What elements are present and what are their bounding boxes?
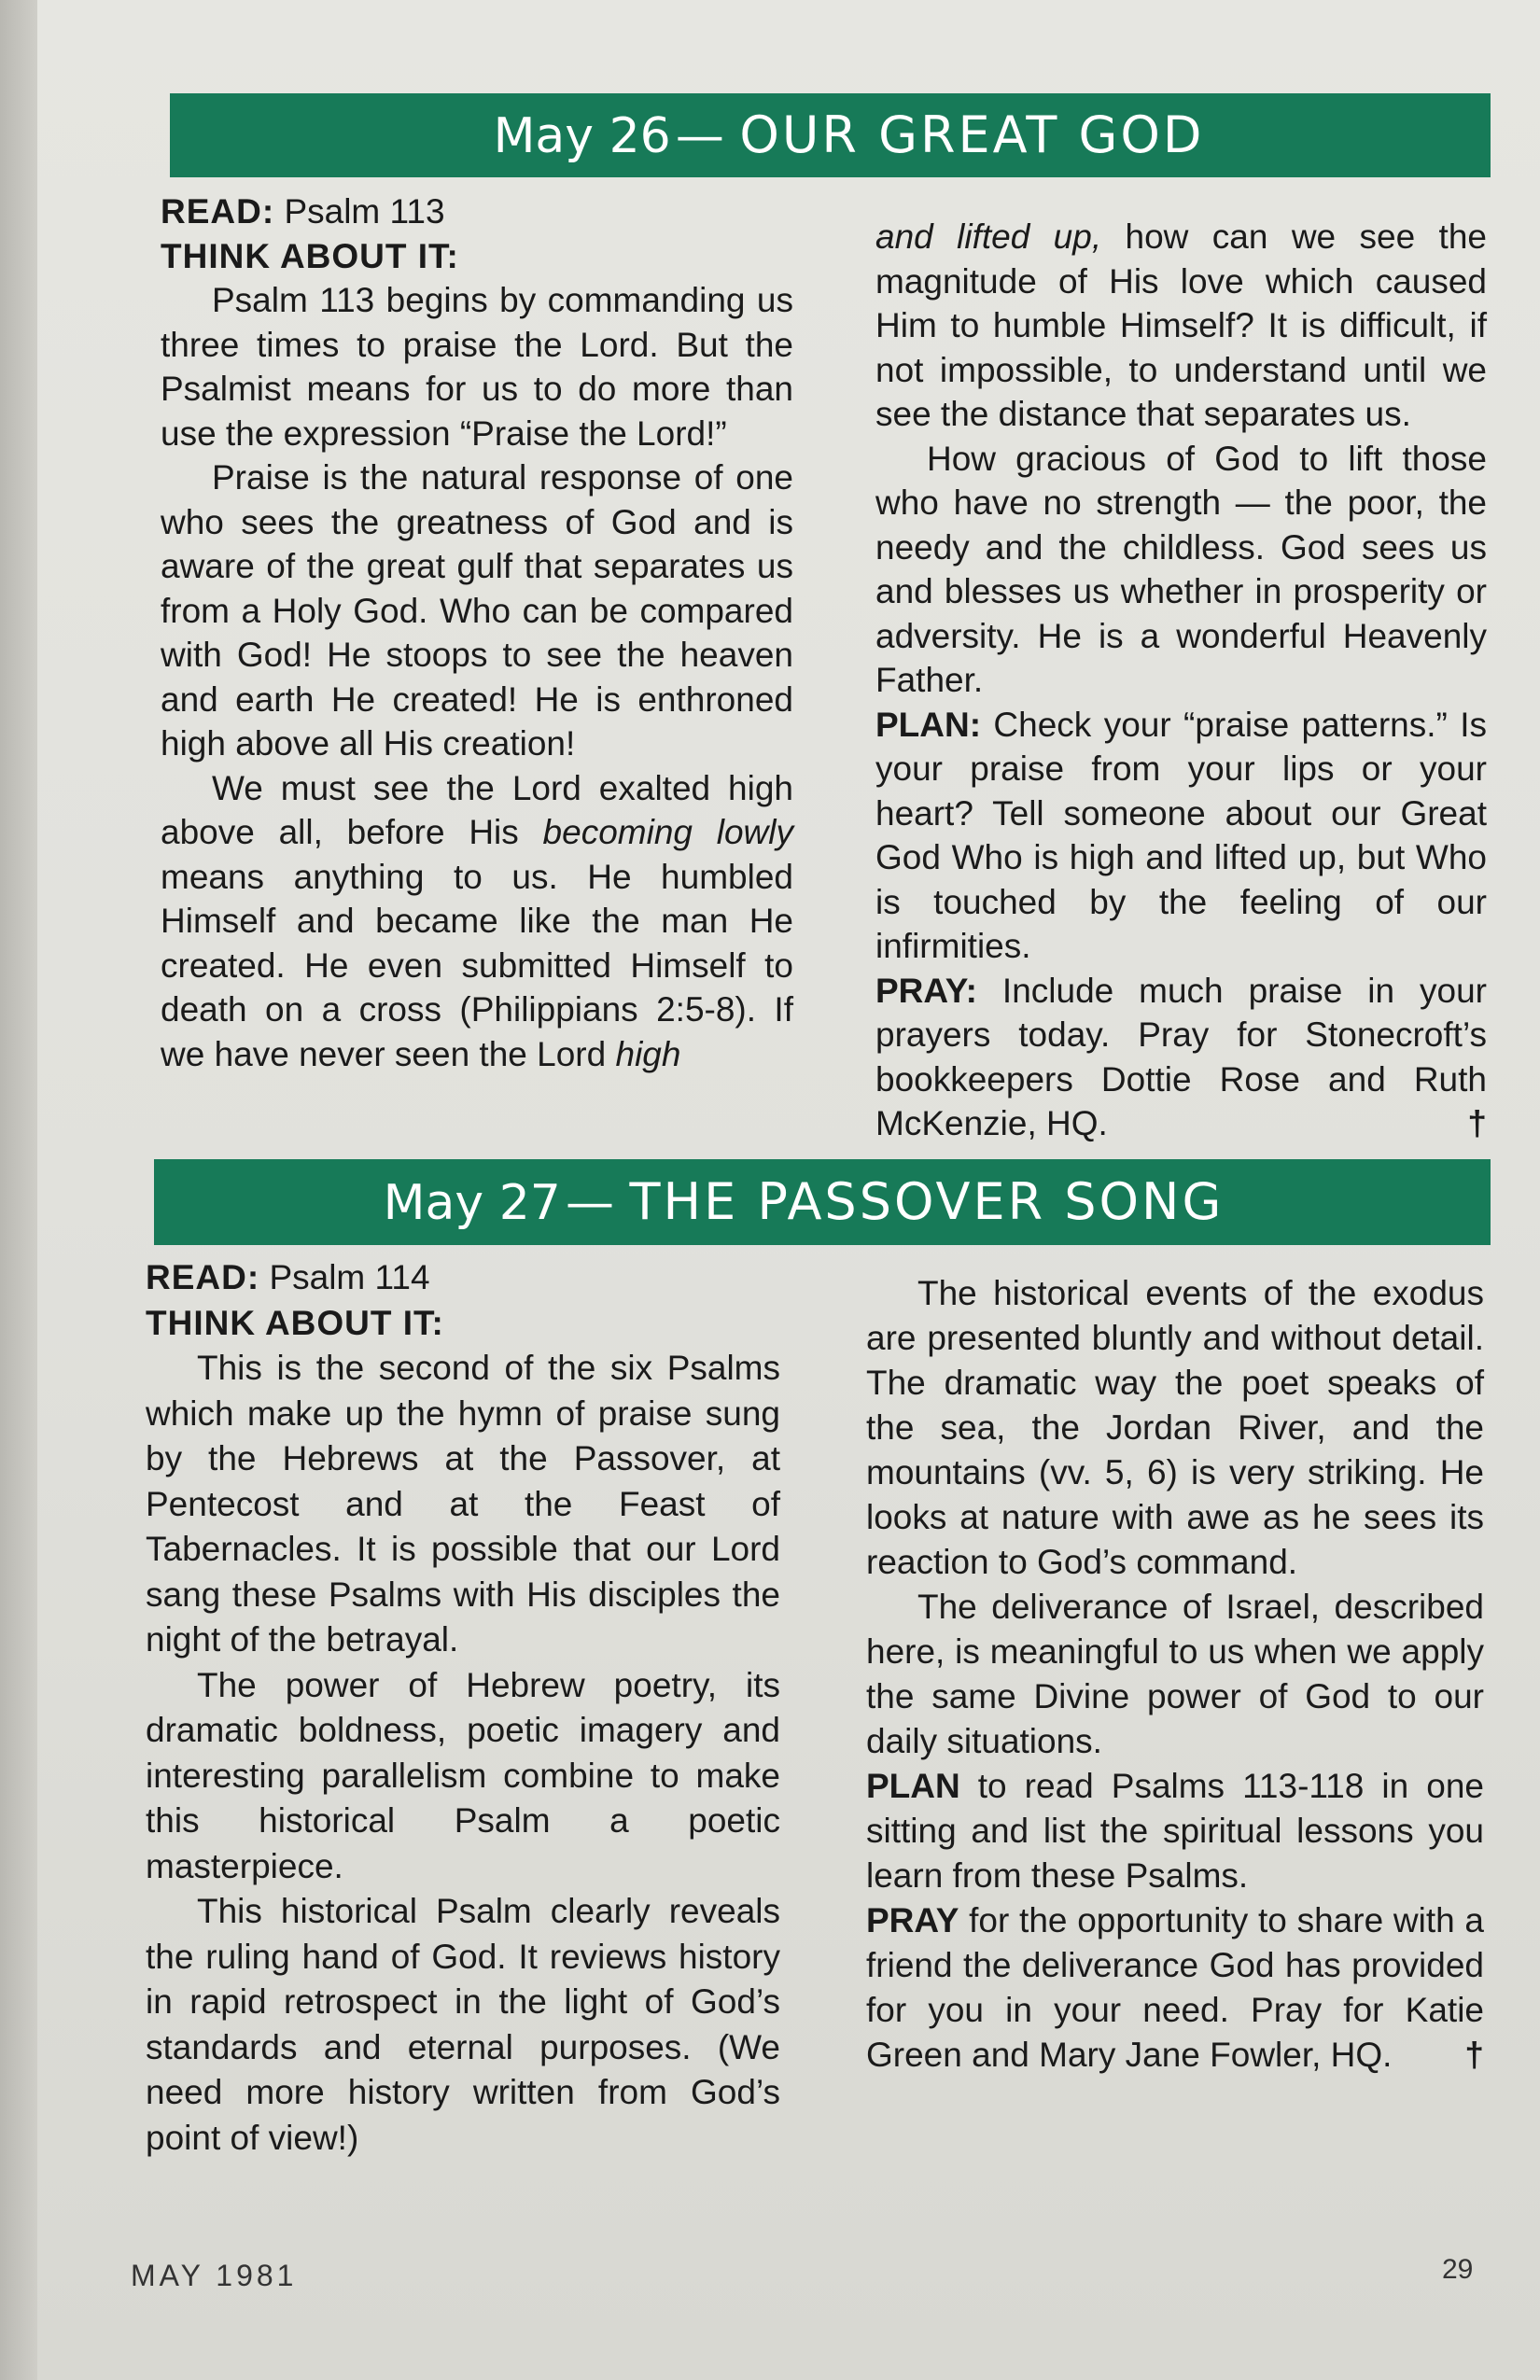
think-about-it-heading: THINK ABOUT IT:	[161, 236, 459, 275]
plan-label: PLAN:	[875, 705, 982, 744]
may27-right-column	[866, 1271, 1484, 2078]
paragraph: The deliverance of Israel, described here, is meaningful to us when we apply the same Divine power of God to our daily situations.	[866, 1588, 1484, 1760]
paragraph: The historical events of the exodus are presented bluntly and without detail. The dramatic way the poet speaks of the sea, the Jordan River, and the mountains (vv. 5, 6) is very striking. He looks at nature with awe as he sees its reaction to God’s command.	[866, 1274, 1484, 1581]
text-run: means anything to us. He humbled Himself and became like the man He created. He even submitted Himself to death on a cross (Philippians 2:5-8). If we have never seen the Lord	[161, 857, 793, 1073]
pray-text: Include much praise in your prayers today. Pray for Stonecroft’s bookkeepers Dottie Rose and Ruth McKenzie, HQ.	[875, 971, 1487, 1142]
book-spine-shadow	[0, 0, 37, 2380]
may26-left-column	[161, 189, 793, 1076]
read-label: READ:	[161, 192, 275, 231]
pray-paragraph	[866, 1898, 1484, 2078]
pray-paragraph	[875, 969, 1487, 1146]
think-about-it-heading: THINK ABOUT IT:	[146, 1303, 444, 1342]
entry-date: May 26	[493, 108, 671, 164]
paragraph	[161, 766, 793, 1077]
paragraph: The power of Hebrew poetry, its dramatic boldness, poetic imagery and interesting parallelism combine to make this historical Psalm a poetic masterpiece.	[146, 1665, 780, 1885]
plan-text: to read Psalms 113-118 in one sitting and list the spiritual lessons you learn from these Psalms.	[866, 1767, 1484, 1895]
may26-right-column	[875, 215, 1487, 1146]
footer-month-year: MAY 1981	[131, 2259, 298, 2292]
plan-paragraph	[875, 703, 1487, 969]
entry-banner-may26	[170, 93, 1491, 177]
page-number: 29	[1442, 2254, 1474, 2285]
pray-text: for the opportunity to share with a friend the deliverance God has provided for you in your need. Pray for Katie Green and Mary Jane Fowler, HQ.	[866, 1901, 1484, 2074]
plan-text: Check your “praise patterns.” Is your praise from your lips or your heart? Tell someone about our Great God Who is high and lifted up, but Who is touched by the feeling of our infirmities.	[875, 705, 1487, 965]
read-reference: Psalm 114	[269, 1258, 430, 1296]
read-reference: Psalm 113	[284, 192, 445, 231]
paragraph: This historical Psalm clearly reveals the ruling hand of God. It reviews history in rapid retrospect in the light of God’s standards and eternal purposes. (We need more history written from God’s point of view!)	[146, 1892, 780, 2157]
may27-left-column	[146, 1255, 780, 2161]
entry-title: THE PASSOVER SONG	[629, 1172, 1225, 1231]
paragraph: Praise is the natural response of one who sees the greatness of God and is aware of the great gulf that separates us from a Holy God. Who can be compared with God! He stoops to see the heaven and earth He created! He is enthroned high above all His creation!	[161, 458, 793, 763]
paragraph: This is the second of the six Psalms which make up the hymn of praise sung by the Hebrews at the Passover, at Pentecost and at the Feast of Tabernacles. It is possible that our Lord sang these Psalms with His disciples the night of the betrayal.	[146, 1349, 780, 1659]
italic-text: high	[615, 1034, 681, 1073]
read-line	[146, 1255, 780, 1301]
read-line	[161, 189, 793, 234]
banner-dash: —	[675, 108, 740, 164]
paragraph: Psalm 113 begins by commanding us three times to praise the Lord. But the Psalmist means for us to do more than use the expression “Praise the Lord!”	[161, 281, 793, 453]
read-label: READ:	[146, 1258, 260, 1296]
paragraph: How gracious of God to lift those who have no strength — the poor, the needy and the childless. God sees us and blesses us whether in prosperity or adversity. He is a wonderful Heavenly Father.	[875, 439, 1487, 699]
italic-text: becoming lowly	[542, 813, 793, 851]
plan-paragraph	[866, 1764, 1484, 1898]
cross-mark: †	[1467, 1104, 1487, 1142]
banner-dash: —	[565, 1175, 630, 1231]
italic-text: and lifted up,	[875, 217, 1102, 256]
cross-mark: †	[1464, 2036, 1484, 2074]
paragraph	[875, 215, 1487, 437]
text-run: We must see the Lord exalted high above all, before His	[161, 768, 793, 851]
entry-date: May 27	[383, 1175, 561, 1231]
entry-title: OUR GREAT GOD	[739, 105, 1205, 164]
pray-label: PRAY:	[875, 971, 977, 1010]
pray-label: PRAY	[866, 1901, 959, 1939]
text-run: how can we see the magnitude of His love which caused Him to humble Himself? It is difficult, if not impossible, to understand until we see the distance that separates us.	[875, 217, 1487, 433]
plan-label: PLAN	[866, 1767, 960, 1805]
entry-banner-may27	[154, 1159, 1491, 1245]
